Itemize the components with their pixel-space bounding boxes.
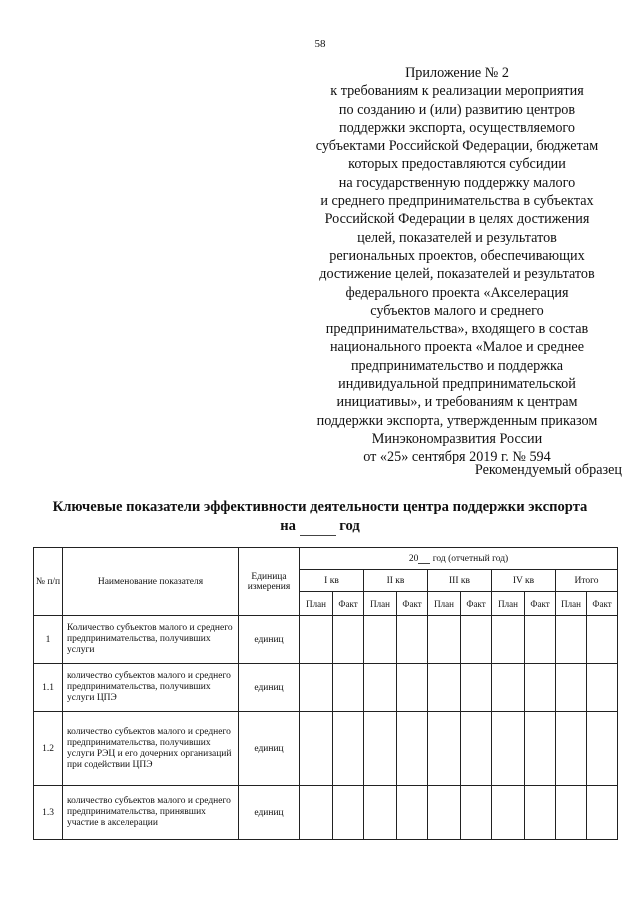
row-unit: единиц [239, 712, 300, 786]
cell-empty [587, 712, 618, 786]
appendix-line: целей, показателей и результатов [357, 229, 557, 246]
appendix-line: Российской Федерации в целях достижения [324, 211, 590, 228]
appendix-line: к требованиям к реализации мероприятия [330, 83, 584, 100]
cell-empty [364, 616, 397, 664]
header-name: Наименование показателя [63, 548, 239, 616]
cell-empty [364, 712, 397, 786]
appendix-line: предпринимательства», входящего в состав [325, 321, 589, 338]
header-plan: План [428, 592, 461, 616]
header-fact: Факт [397, 592, 428, 616]
appendix-line: которых предоставляются субсидии [348, 156, 566, 173]
header-q4: IV кв [492, 570, 556, 592]
row-unit: единиц [239, 616, 300, 664]
table-row [34, 786, 618, 840]
header-fact: Факт [333, 592, 364, 616]
header-fact: Факт [525, 592, 556, 616]
header-q2: II кв [364, 570, 428, 592]
cell-empty [556, 616, 587, 664]
header-unit: Единица измерения [239, 548, 300, 616]
cell-empty [461, 664, 492, 712]
title-suffix: год [339, 518, 360, 534]
header-plan: План [300, 592, 333, 616]
cell-empty [333, 616, 364, 664]
cell-empty [428, 712, 461, 786]
row-name: Количество субъектов малого и среднего предпринимательства, получивших услуги [63, 616, 239, 664]
appendix-line: федерального проекта «Акселерация [345, 284, 569, 301]
cell-empty [397, 786, 428, 840]
row-name: количество субъектов малого и среднего предпринимательства, получивших услуги РЭЦ и его дочерних организаций при содействии ЦПЭ [63, 712, 239, 786]
appendix-line: Приложение № 2 [405, 65, 509, 81]
cell-empty [428, 664, 461, 712]
cell-empty [461, 786, 492, 840]
title-line-2 [0, 517, 640, 536]
cell-empty [525, 616, 556, 664]
cell-empty [428, 616, 461, 664]
period-blank [418, 554, 430, 564]
cell-empty [525, 712, 556, 786]
row-unit: единиц [239, 664, 300, 712]
appendix-line: предпринимательство и поддержка [350, 357, 564, 374]
header-fact: Факт [461, 592, 492, 616]
cell-empty [556, 786, 587, 840]
header-fact: Факт [587, 592, 618, 616]
row-name: количество субъектов малого и среднего предпринимательства, получивших услуги ЦПЭ [63, 664, 239, 712]
header-period [300, 548, 618, 570]
appendix-heading [282, 64, 632, 467]
header-num: № п/п [34, 548, 63, 616]
appendix-line: поддержки экспорта, утвержденным приказом [316, 412, 598, 429]
cell-empty [461, 712, 492, 786]
cell-empty [461, 616, 492, 664]
cell-empty [300, 616, 333, 664]
cell-empty [397, 712, 428, 786]
cell-empty [333, 664, 364, 712]
appendix-line: национального проекта «Малое и среднее [329, 339, 585, 356]
year-blank [300, 525, 336, 536]
cell-empty [300, 712, 333, 786]
cell-empty [587, 664, 618, 712]
appendix-line: субъектами Российской Федерации, бюджетам [315, 138, 599, 155]
row-name: количество субъектов малого и среднего предпринимательства, принявших участие в акселерации [63, 786, 239, 840]
appendix-line: от «25» сентября 2019 г. № 594 [363, 449, 551, 466]
header-q3: III кв [428, 570, 492, 592]
header-plan: План [556, 592, 587, 616]
page-number: 58 [314, 38, 326, 50]
appendix-line: по созданию и (или) развитию центров [338, 101, 576, 118]
header-total: Итого [556, 570, 618, 592]
title-line-1: Ключевые показатели эффективности деятельности центра поддержки экспорта [52, 499, 588, 515]
cell-empty [333, 712, 364, 786]
cell-empty [587, 786, 618, 840]
cell-empty [397, 664, 428, 712]
cell-empty [525, 664, 556, 712]
cell-empty [587, 616, 618, 664]
cell-empty [525, 786, 556, 840]
cell-empty [556, 664, 587, 712]
row-num: 1.3 [34, 786, 63, 840]
kpi-table [33, 547, 618, 840]
cell-empty [333, 786, 364, 840]
cell-empty [556, 712, 587, 786]
cell-empty [428, 786, 461, 840]
cell-empty [492, 712, 525, 786]
title-prefix: на [280, 518, 296, 534]
cell-empty [492, 786, 525, 840]
appendix-line: субъектов малого и среднего [370, 302, 544, 319]
period-prefix: 20 [408, 553, 419, 564]
appendix-line: региональных проектов, обеспечивающих [329, 247, 585, 264]
sample-label: Рекомендуемый образец [474, 462, 622, 478]
header-plan: План [364, 592, 397, 616]
cell-empty [492, 664, 525, 712]
table-row [34, 616, 618, 664]
row-num: 1 [34, 616, 63, 664]
cell-empty [364, 664, 397, 712]
cell-empty [492, 616, 525, 664]
cell-empty [300, 786, 333, 840]
appendix-line: индивидуальной предпринимательской [338, 376, 576, 393]
appendix-line: Минэкономразвития России [371, 430, 543, 447]
table-row [34, 664, 618, 712]
appendix-line: поддержки экспорта, осуществляемого [339, 119, 575, 136]
row-num: 1.2 [34, 712, 63, 786]
cell-empty [397, 616, 428, 664]
cell-empty [364, 786, 397, 840]
header-q1: I кв [300, 570, 364, 592]
appendix-line: и среднего предпринимательства в субъектах [320, 193, 594, 210]
appendix-line: на государственную поддержку малого [338, 174, 576, 191]
row-unit: единиц [239, 786, 300, 840]
row-num: 1.1 [34, 664, 63, 712]
period-suffix: год (отчетный год) [432, 553, 509, 564]
cell-empty [300, 664, 333, 712]
header-plan: План [492, 592, 525, 616]
table-row [34, 712, 618, 786]
appendix-line: инициативы», и требованиям к центрам [336, 394, 578, 411]
document-title [0, 498, 640, 536]
appendix-line: достижение целей, показателей и результатов [319, 266, 595, 283]
